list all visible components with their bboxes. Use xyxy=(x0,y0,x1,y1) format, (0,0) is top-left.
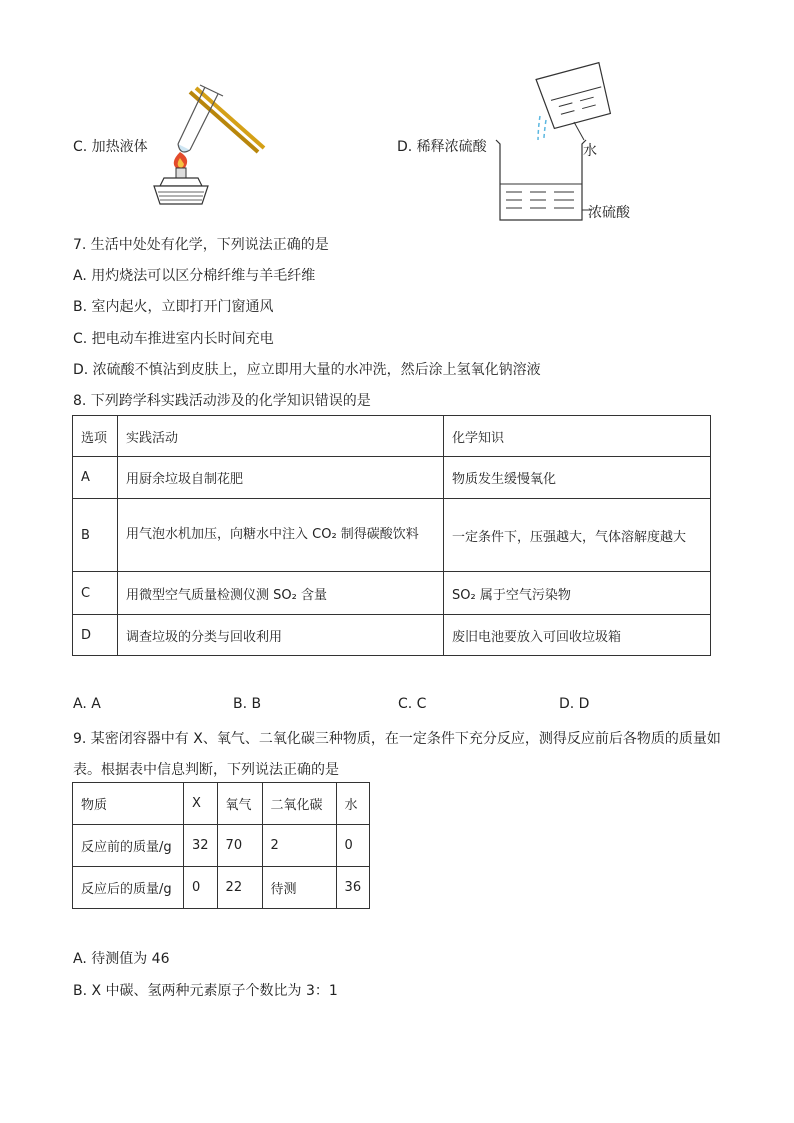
q9-table xyxy=(72,782,370,909)
q8-answer-b: B. B xyxy=(233,696,262,712)
q8-row-c-option: C xyxy=(73,572,118,615)
q9-header-oxygen: 氧气 xyxy=(217,783,262,825)
q8-answer-c: C. C xyxy=(398,696,427,712)
q9-cell: 反应前的质量/g xyxy=(73,825,184,867)
q9-stem-line1: 9. 某密闭容器中有 X、氧气、二氧化碳三种物质，在一定条件下充分反应，测得反应前后各物质的质量如 xyxy=(73,731,721,747)
figure-c-label: C. 加热液体 xyxy=(73,139,148,155)
q7-stem: 7. 生活中处处有化学，下列说法正确的是 xyxy=(73,237,329,253)
q8-row-c-knowledge: SO₂ 属于空气污染物 xyxy=(444,572,711,615)
figure-d-label: D. 稀释浓硫酸 xyxy=(397,139,487,155)
q9-header-x: X xyxy=(184,783,218,825)
water-label: 水 xyxy=(583,143,597,159)
q8-header-option: 选项 xyxy=(73,416,118,457)
table-row xyxy=(73,867,370,909)
q9-cell: 待测 xyxy=(262,867,336,909)
q9-cell: 2 xyxy=(262,825,336,867)
table-row xyxy=(73,457,711,499)
q8-row-b-activity: 用气泡水机加压，向糖水中注入 CO₂ 制得碳酸饮料 xyxy=(118,499,444,572)
q7-option-c: C. 把电动车推进室内长时间充电 xyxy=(73,331,274,347)
q9-header-substance: 物质 xyxy=(73,783,184,825)
q8-row-d-knowledge: 废旧电池要放入可回收垃圾箱 xyxy=(444,615,711,656)
q9-cell: 反应后的质量/g xyxy=(73,867,184,909)
q7-option-b: B. 室内起火，立即打开门窗通风 xyxy=(73,299,274,315)
q8-row-c-activity: 用微型空气质量检测仪测 SO₂ 含量 xyxy=(118,572,444,615)
q9-header-water: 水 xyxy=(336,783,370,825)
q9-cell: 22 xyxy=(217,867,262,909)
q9-cell: 0 xyxy=(184,867,218,909)
heating-apparatus-illustration xyxy=(140,82,270,207)
q8-row-d-activity: 调查垃圾的分类与回收利用 xyxy=(118,615,444,656)
q9-stem-line2: 表。根据表中信息判断，下列说法正确的是 xyxy=(73,762,339,778)
q8-answer-d: D. D xyxy=(559,696,590,712)
q9-cell: 32 xyxy=(184,825,218,867)
q8-table xyxy=(72,415,711,656)
q8-row-a-activity: 用厨余垃圾自制花肥 xyxy=(118,457,444,499)
q8-answer-a: A. A xyxy=(73,696,101,712)
table-row xyxy=(73,825,370,867)
table-row xyxy=(73,499,711,572)
q9-option-a: A. 待测值为 46 xyxy=(73,951,170,967)
q9-cell: 0 xyxy=(336,825,370,867)
q8-row-a-option: A xyxy=(73,457,118,499)
q7-option-d: D. 浓硫酸不慎沾到皮肤上，应立即用大量的水冲洗，然后涂上氢氧化钠溶液 xyxy=(73,362,541,378)
q9-option-b: B. X 中碳、氢两种元素原子个数比为 3：1 xyxy=(73,983,338,999)
q8-row-d-option: D xyxy=(73,615,118,656)
q9-cell: 70 xyxy=(217,825,262,867)
table-row xyxy=(73,615,711,656)
q8-row-b-option: B xyxy=(73,499,118,572)
q8-header-knowledge: 化学知识 xyxy=(444,416,711,457)
q9-header-co2: 二氧化碳 xyxy=(262,783,336,825)
q8-header-activity: 实践活动 xyxy=(118,416,444,457)
table-row xyxy=(73,572,711,615)
q7-option-a: A. 用灼烧法可以区分棉纤维与羊毛纤维 xyxy=(73,268,316,284)
q8-stem: 8. 下列跨学科实践活动涉及的化学知识错误的是 xyxy=(73,393,371,409)
acid-label: 浓硫酸 xyxy=(588,205,630,221)
q9-cell: 36 xyxy=(336,867,370,909)
q8-row-a-knowledge: 物质发生缓慢氧化 xyxy=(444,457,711,499)
q8-row-b-knowledge: 一定条件下，压强越大，气体溶解度越大 xyxy=(444,499,711,572)
